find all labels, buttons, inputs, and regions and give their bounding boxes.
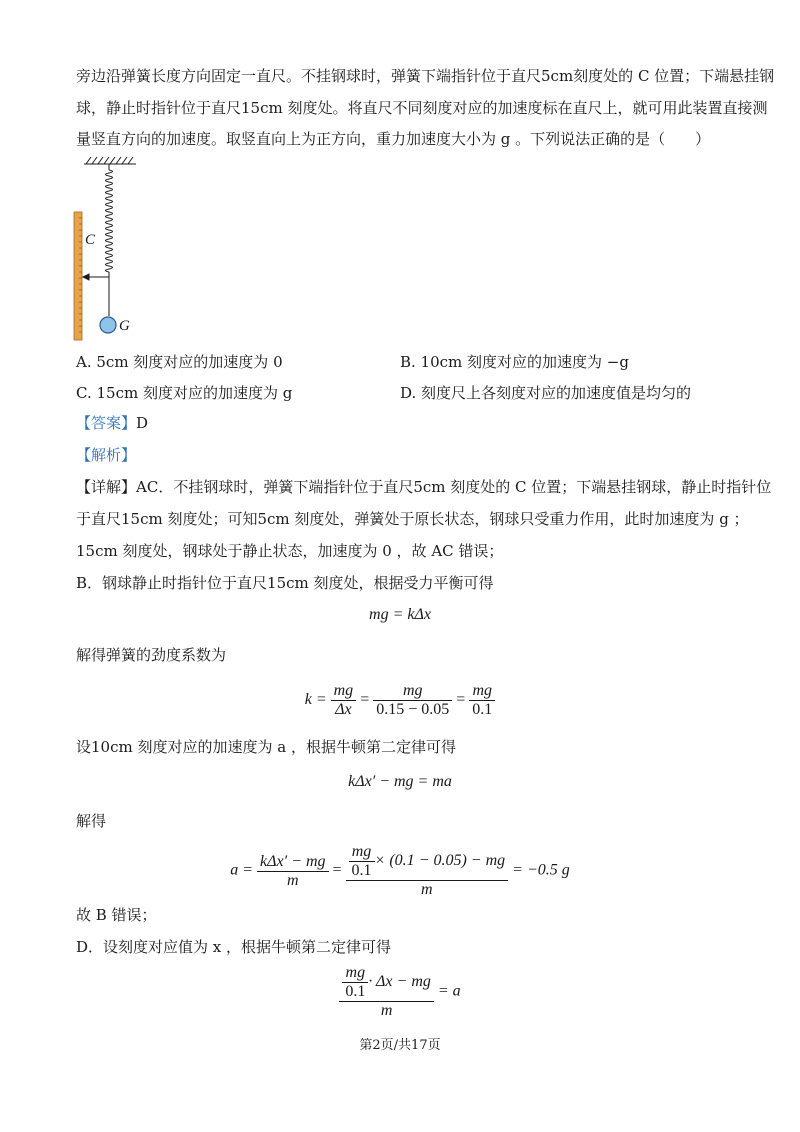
label-c: C — [85, 232, 96, 248]
problem-line-3: 量竖直方向的加速度。取竖直向上为正方向，重力加速度大小为 g 。下列说法正确的是（ ） — [76, 130, 711, 148]
page-footer: 第2页/共17页 — [359, 1038, 441, 1053]
solve-line: 解得 — [76, 812, 107, 830]
eq2-left: k = — [304, 691, 327, 709]
eq4-frac-2 — [346, 843, 509, 899]
eq4-left: a = — [230, 861, 254, 879]
eq4-inner-den: 0.1 — [349, 861, 375, 880]
eq2-f1-den: Δx — [331, 700, 357, 719]
detail-line-3: 15cm 刻度处，钢球处于静止状态，加速度为 0 ，故 AC 错误； — [76, 542, 504, 560]
equation-5 — [0, 964, 800, 1020]
detail-text-1: AC．不挂钢球时，弹簧下端指针位于直尺5cm 刻度处的 C 位置；下端悬挂钢球，静止时指针位 — [136, 478, 772, 496]
eq5-inner-frac — [342, 964, 368, 1001]
eq5-num — [339, 964, 434, 1001]
eq2-f2-den: 0.15 − 0.05 — [373, 700, 452, 719]
detail-line-2: 于直尺15cm 刻度处；可知5cm 刻度处，弹簧处于原长状态，钢球只受重力作用，此时加速度为 g ； — [76, 510, 749, 528]
eq2-frac-3 — [469, 682, 495, 719]
eq4-inner-frac — [349, 843, 375, 880]
eq5-inner-num: mg — [345, 964, 366, 981]
eq2-frac-1 — [331, 682, 357, 719]
equation-2: k = $\frac{mg}{\Delta x}$ = $\frac{mg}{0.15 - 0.05}$ = $\frac{mg}{0.1}$ — [0, 682, 800, 719]
stiffness-intro: 解得弹簧的劲度系数为 — [76, 646, 227, 664]
eq2-f3-num: mg — [472, 682, 493, 699]
eq4-f2-num — [346, 843, 509, 880]
analysis-tag: 【解析】 — [76, 446, 137, 464]
eq2-f1-num: mg — [333, 682, 354, 699]
option-b: B. 10cm 刻度对应的加速度为 −g — [400, 353, 629, 371]
detail-d-line: D．设刻度对应值为 x ，根据牛顿第二定律可得 — [76, 938, 392, 956]
option-a: A. 5cm 刻度对应的加速度为 0 — [76, 353, 283, 371]
eq5-result: = a — [437, 982, 461, 1000]
option-d: D. 刻度尺上各刻度对应的加速度值是均匀的 — [400, 384, 692, 402]
eq4-inner-num: mg — [351, 843, 372, 860]
spring-ruler-figure — [70, 152, 150, 347]
eq5-tail: · Δx − mg — [368, 973, 431, 991]
eq4-frac-1 — [257, 853, 328, 890]
eq2-f2-num: mg — [402, 682, 423, 699]
detail-tag: 【详解】 — [76, 478, 137, 496]
eq3-text: kΔx′ − mg = ma — [348, 773, 452, 790]
eq4-f1-den: m — [257, 871, 328, 890]
label-g: G — [119, 318, 130, 334]
spring — [106, 164, 113, 316]
eq5-inner-den: 0.1 — [342, 982, 368, 1001]
eq2-f3-den: 0.1 — [469, 700, 495, 719]
ruler — [74, 212, 82, 340]
steel-ball — [100, 317, 116, 333]
problem-line-1: 旁边沿弹簧长度方向固定一直尺。不挂钢球时，弹簧下端指针位于直尺5cm刻度处的 C 位置；下端悬挂钢 — [76, 67, 775, 85]
pointer-arrow — [83, 274, 109, 280]
eq4-result: = −0.5 g — [512, 861, 570, 879]
b-wrong-line: 故 B 错误； — [76, 906, 157, 924]
equation-4: a = $\frac{\text{kΔx′ − mg}}{m}$ = $\frac{mg}{0.1}$ × (0.1 − 0.05) − mg m = −0.5 g — [230, 843, 570, 898]
set-a-line: 设10cm 刻度对应的加速度为 a ，根据牛顿第二定律可得 — [76, 738, 456, 756]
answer-tag: 【答案】 — [76, 414, 137, 432]
eq4-f2-den: m — [346, 880, 509, 899]
eq4-tail: × (0.1 − 0.05) − mg — [374, 852, 506, 870]
answer-line — [76, 413, 148, 433]
detail-line-1 — [76, 477, 771, 497]
option-c: C. 15cm 刻度对应的加速度为 g — [76, 384, 293, 402]
ceiling-hatch — [84, 157, 136, 164]
eq5-frac — [339, 964, 434, 1020]
detail-b-line: B．钢球静止时指针位于直尺15cm 刻度处，根据受力平衡可得 — [76, 574, 494, 592]
equation-1 — [0, 606, 800, 624]
eq2-frac-2 — [373, 682, 452, 719]
eq5-den: m — [339, 1001, 434, 1020]
eq4-f1-num: kΔx′ − mg — [260, 852, 326, 870]
answer-value: D — [136, 414, 149, 432]
problem-line-2: 球，静止时指针位于直尺15cm 刻度处。将直尺不同刻度对应的加速度标在直尺上，就可用此装置直接测 — [76, 99, 768, 117]
equation-3 — [0, 773, 800, 791]
eq1-text: mg = kΔx — [369, 606, 431, 623]
